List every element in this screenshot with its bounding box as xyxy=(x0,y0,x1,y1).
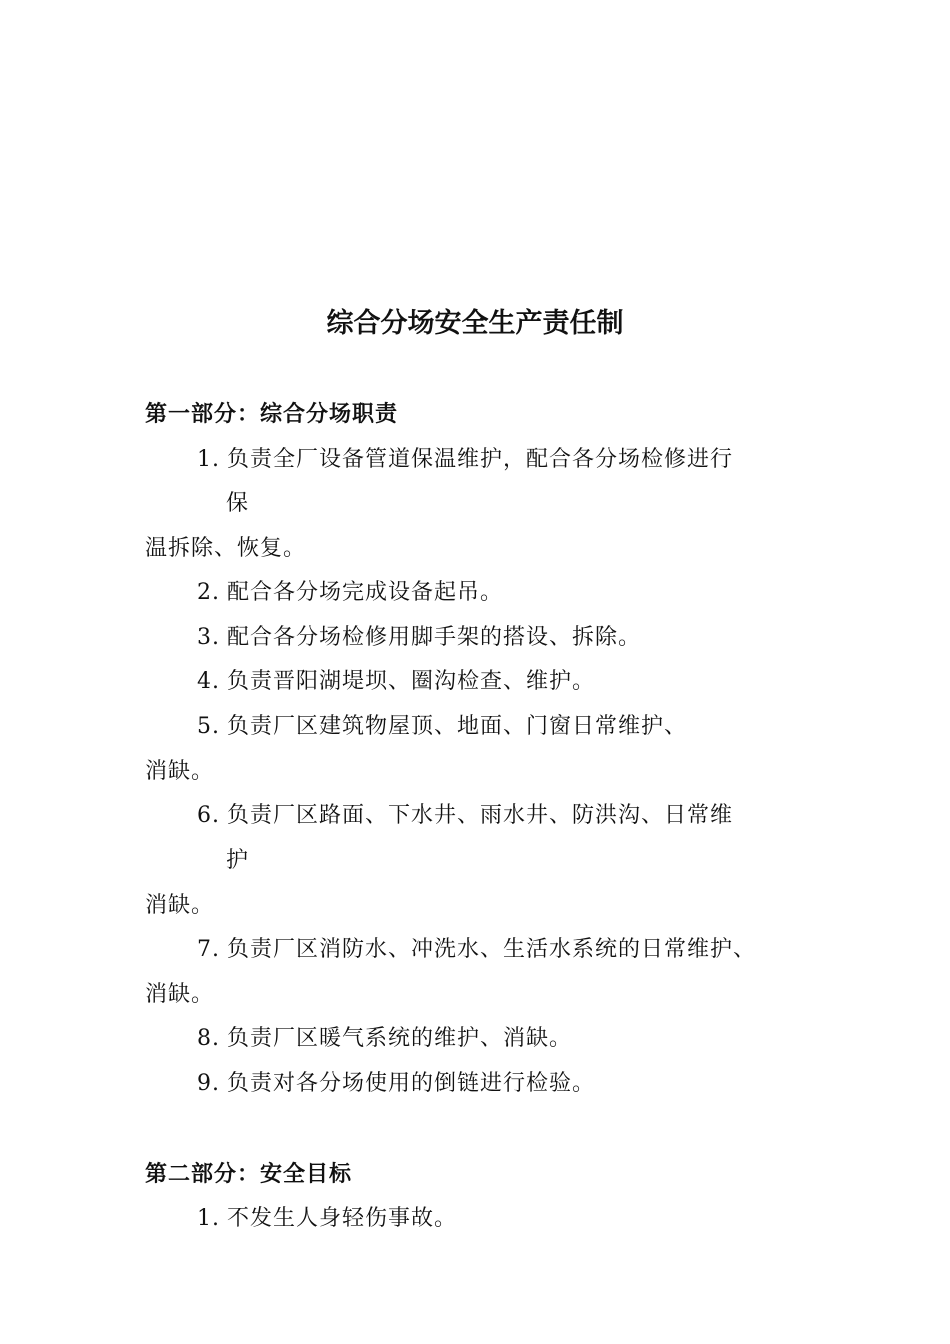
list-item-continuation: 消缺。 xyxy=(145,982,215,1007)
list-item-text: 配合各分场检修用脚手架的搭设、拆除。 xyxy=(227,625,642,650)
list-item-number: 4. xyxy=(197,669,220,694)
list-item-number: 9. xyxy=(197,1071,220,1096)
list-item-number: 5. xyxy=(197,714,220,739)
list-item-continuation: 消缺。 xyxy=(145,893,215,918)
list-item xyxy=(197,444,733,476)
list-item xyxy=(197,800,733,832)
list-item-text: 不发生人身轻伤事故。 xyxy=(227,1206,458,1231)
list-item-text: 负责对各分场使用的倒链进行检验。 xyxy=(227,1071,596,1096)
list-item xyxy=(197,1068,595,1100)
list-item-number: 2. xyxy=(197,580,220,605)
document-title: 综合分场安全生产责任制 xyxy=(326,308,624,339)
list-item xyxy=(197,1203,457,1235)
list-item-number: 1. xyxy=(197,1206,220,1231)
list-item-number: 6. xyxy=(197,803,220,828)
list-item-text: 负责厂区建筑物屋顶、地面、门窗日常维护、 xyxy=(227,714,688,739)
list-item xyxy=(197,711,687,743)
list-item xyxy=(197,1023,572,1055)
list-item-continuation: 温拆除、恢复。 xyxy=(145,536,307,561)
list-item-continuation: 消缺。 xyxy=(145,759,215,784)
list-item xyxy=(197,577,503,609)
list-item xyxy=(197,666,595,698)
list-item-number: 1. xyxy=(197,447,220,472)
list-item-wrap: 护 xyxy=(226,848,250,873)
section-heading-part1: 第一部分：综合分场职责 xyxy=(145,401,399,427)
list-item-number: 3. xyxy=(197,625,220,650)
list-item-text: 负责晋阳湖堤坝、圈沟检查、维护。 xyxy=(227,669,596,694)
list-item-text: 负责厂区消防水、冲洗水、生活水系统的日常维护、 xyxy=(227,937,757,962)
list-item-number: 7. xyxy=(197,937,220,962)
list-item-number: 8. xyxy=(197,1026,220,1051)
list-item-text: 负责厂区路面、下水井、雨水井、防洪沟、日常维 xyxy=(227,803,734,828)
list-item-text: 负责全厂设备管道保温维护，配合各分场检修进行 xyxy=(227,447,734,472)
list-item-text: 负责厂区暖气系统的维护、消缺。 xyxy=(227,1026,573,1051)
list-item-text: 配合各分场完成设备起吊。 xyxy=(227,580,504,605)
list-item-wrap: 保 xyxy=(226,491,250,516)
list-item xyxy=(197,934,756,966)
section-heading-part2: 第二部分：安全目标 xyxy=(145,1161,353,1187)
list-item xyxy=(197,622,641,654)
